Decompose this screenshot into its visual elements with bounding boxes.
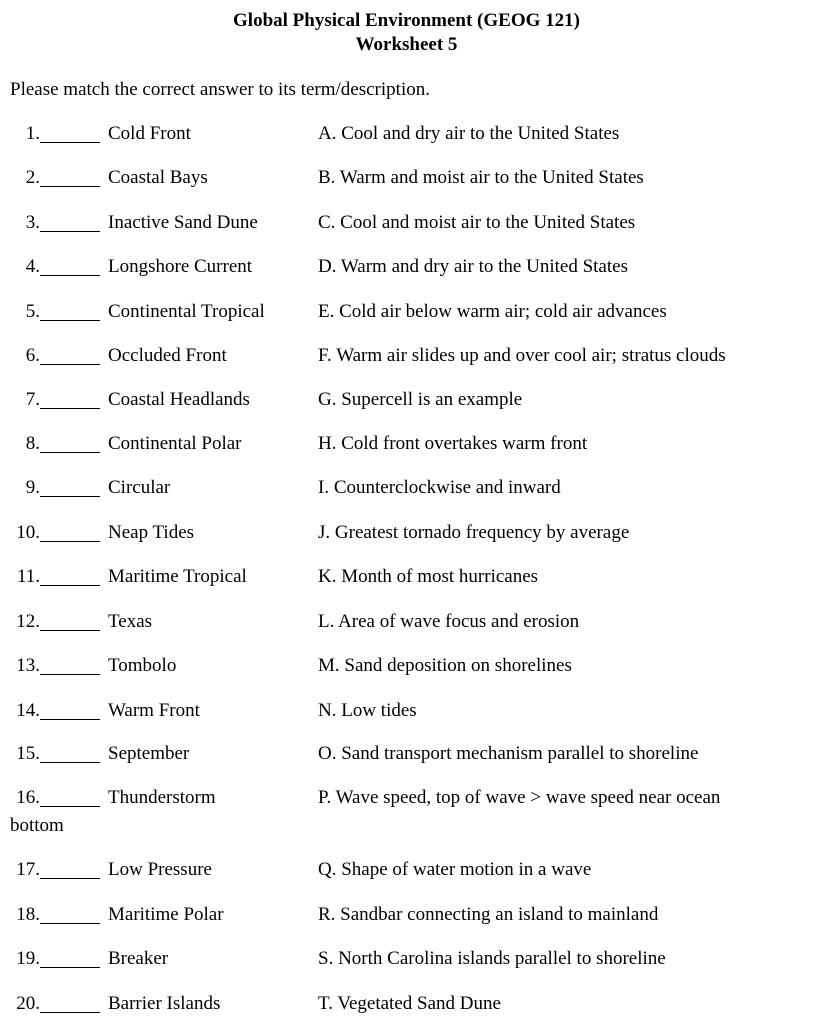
match-row (0, 255, 813, 279)
match-row (0, 610, 813, 634)
answer-option: S. North Carolina islands parallel to shoreline (318, 948, 666, 969)
answer-option: G. Supercell is an example (318, 389, 523, 410)
item-number: 4. (25, 256, 40, 277)
answer-option: H. Cold front overtakes warm front (318, 433, 588, 454)
answer-option: R. Sandbar connecting an island to mainland (318, 904, 659, 925)
match-row (0, 699, 813, 723)
match-row (0, 654, 813, 678)
item-term: Neap Tides (108, 522, 195, 543)
match-row (0, 521, 813, 545)
answer-blank[interactable] (40, 496, 100, 497)
item-term: Low Pressure (108, 859, 212, 880)
answer-option: Q. Shape of water motion in a wave (318, 859, 592, 880)
answer-option: A. Cool and dry air to the United States (318, 123, 620, 144)
item-term: Warm Front (108, 700, 200, 721)
item-number: 12. (16, 611, 40, 632)
answer-option: K. Month of most hurricanes (318, 566, 539, 587)
answer-blank[interactable] (40, 320, 100, 321)
answer-blank[interactable] (40, 231, 100, 232)
match-row (0, 476, 813, 500)
item-number: 15. (16, 743, 40, 764)
answer-option: T. Vegetated Sand Dune (318, 993, 501, 1014)
answer-blank[interactable] (40, 1012, 100, 1013)
answer-blank[interactable] (40, 878, 100, 879)
match-row (0, 992, 813, 1016)
answer-option: L. Area of wave focus and erosion (318, 611, 580, 632)
match-row (0, 388, 813, 412)
match-row (0, 786, 813, 810)
item-term: Cold Front (108, 123, 191, 144)
match-row (0, 300, 813, 324)
answer-option: M. Sand deposition on shorelines (318, 655, 572, 676)
worksheet-subtitle: Worksheet 5 (355, 34, 458, 55)
answer-blank[interactable] (40, 364, 100, 365)
match-row (0, 947, 813, 971)
item-number: 11. (16, 566, 40, 587)
item-term: Continental Polar (108, 433, 242, 454)
answer-blank[interactable] (40, 762, 100, 763)
item-number: 1. (25, 123, 40, 144)
item-term: Thunderstorm (108, 787, 216, 808)
answer-blank[interactable] (40, 408, 100, 409)
item-number: 20. (16, 993, 40, 1014)
answer-blank[interactable] (40, 967, 100, 968)
match-row (0, 122, 813, 146)
answer-option: I. Counterclockwise and inward (318, 477, 561, 498)
item-term: Tombolo (108, 655, 177, 676)
item-number: 8. (25, 433, 40, 454)
instructions: Please match the correct answer to its term/description. (10, 79, 430, 100)
answer-blank[interactable] (40, 630, 100, 631)
match-row (0, 858, 813, 882)
item-number: 10. (16, 522, 40, 543)
item-term: Longshore Current (108, 256, 253, 277)
answer-blank[interactable] (40, 674, 100, 675)
answer-option: N. Low tides (318, 700, 417, 721)
item-term: Inactive Sand Dune (108, 212, 258, 233)
item-term: Continental Tropical (108, 301, 265, 322)
answer-blank[interactable] (40, 142, 100, 143)
item-number: 16. (16, 787, 40, 808)
answer-blank[interactable] (40, 806, 100, 807)
item-term: Barrier Islands (108, 993, 221, 1014)
answer-blank[interactable] (40, 923, 100, 924)
match-row (0, 565, 813, 589)
item-number: 2. (25, 167, 40, 188)
answer-blank[interactable] (40, 452, 100, 453)
item-number: 13. (16, 655, 40, 676)
item-term: Maritime Polar (108, 904, 224, 925)
answer-blank[interactable] (40, 719, 100, 720)
item-term: Texas (108, 611, 153, 632)
match-row (0, 742, 813, 766)
match-row (0, 432, 813, 456)
item-number: 19. (16, 948, 40, 969)
item-term: Coastal Bays (108, 167, 208, 188)
item-term: Maritime Tropical (108, 566, 247, 587)
answer-option: E. Cold air below warm air; cold air advances (318, 301, 667, 322)
match-row (0, 211, 813, 235)
item-number: 6. (25, 345, 40, 366)
item-number: 9. (25, 477, 40, 498)
item-term: September (108, 743, 190, 764)
worksheet-title: Global Physical Environment (GEOG 121) (233, 10, 580, 31)
item-term: Breaker (108, 948, 169, 969)
item-number: 3. (25, 212, 40, 233)
item-term: Occluded Front (108, 345, 227, 366)
match-row (0, 166, 813, 190)
item-term: Coastal Headlands (108, 389, 250, 410)
answer-blank[interactable] (40, 541, 100, 542)
answer-blank[interactable] (40, 585, 100, 586)
item-number: 7. (25, 389, 40, 410)
wrapped-text: bottom (10, 815, 64, 836)
answer-option: C. Cool and moist air to the United States (318, 212, 636, 233)
answer-blank[interactable] (40, 186, 100, 187)
item-number: 5. (25, 301, 40, 322)
answer-option: D. Warm and dry air to the United States (318, 256, 628, 277)
item-number: 17. (16, 859, 40, 880)
answer-option: J. Greatest tornado frequency by average (318, 522, 630, 543)
answer-blank[interactable] (40, 275, 100, 276)
answer-option: O. Sand transport mechanism parallel to shoreline (318, 743, 699, 764)
answer-option: F. Warm air slides up and over cool air; stratus clouds (318, 345, 726, 366)
answer-option: P. Wave speed, top of wave > wave speed near ocean (318, 787, 721, 808)
item-term: Circular (108, 477, 171, 498)
match-row (0, 903, 813, 927)
match-row (0, 344, 813, 368)
answer-option: B. Warm and moist air to the United States (318, 167, 644, 188)
item-number: 14. (16, 700, 40, 721)
item-number: 18. (16, 904, 40, 925)
